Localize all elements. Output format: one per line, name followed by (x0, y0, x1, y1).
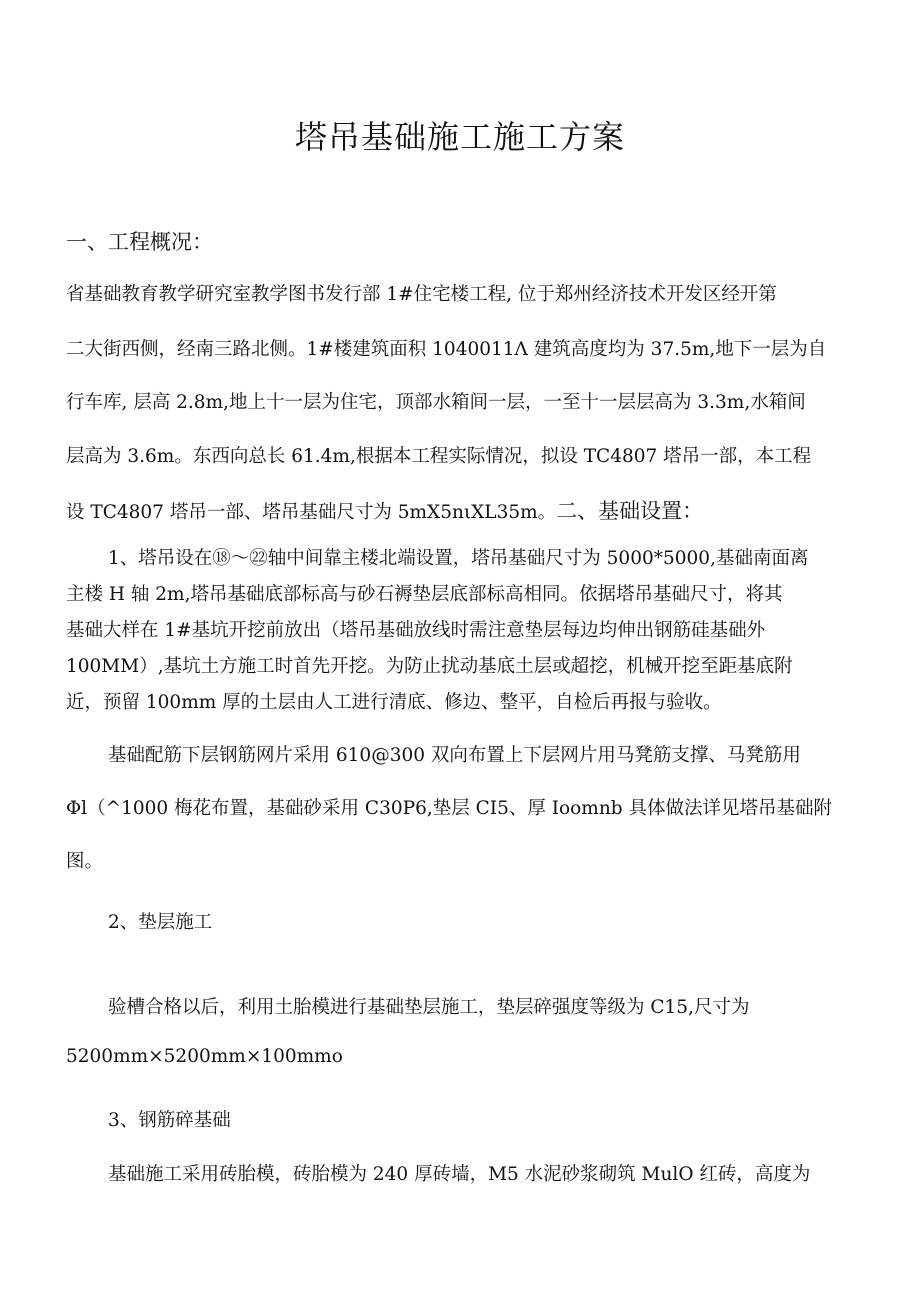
paragraph-line (66, 495, 856, 525)
paragraph-line: 基础大样在 1#基坑开挖前放出（塔吊基础放线时需注意垫层每边均伸出钢筋硅基础外 (66, 620, 766, 641)
paragraph-line: 二大街西侧，经南三路北侧。1#楼建筑面积 1040011Λ 建筑高度均为 37.5m,地下一层为自 (66, 339, 827, 360)
section-heading-overview: 一、工程概况： (66, 230, 213, 254)
subsection-heading-rebar: 3、钢筋碎基础 (108, 1110, 231, 1131)
paragraph-line: 行车库, 层高 2.8m,地上十一层为住宅，顶部水箱间一层，一至十一层层高为 3.3m,水箱间 (66, 392, 806, 413)
paragraph-line: 近，预留 100mm 厚的土层由人工进行清底、修边、整平，自检后再报与验收。 (66, 692, 722, 713)
paragraph-line: 100MM）,基坑土方施工时首先开挖。为防止扰动基底土层或超挖，机械开挖至距基底附 (66, 656, 793, 677)
paragraph-line: 基础配筋下层钢筋网片采用 610@300 双向布置上下层网片用马凳筋支撑、马凳筋用 (108, 745, 801, 766)
paragraph-line: 验槽合格以后，利用土胎模进行基础垫层施工，垫层碎强度等级为 C15,尺寸为 (108, 997, 750, 1018)
paragraph-line: 1、塔吊设在⑱～㉒轴中间靠主楼北端设置，塔吊基础尺寸为 5000*5000,基础南面离 (108, 548, 809, 569)
paragraph-line: 层高为 3.6m。东西向总长 61.4m,根据本工程实际情况，拟设 TC4807 塔吊一部，本工程 (66, 446, 812, 467)
paragraph-line: 图。 (66, 851, 104, 872)
paragraph-text: 设 TC4807 塔吊一部、塔吊基础尺寸为 5mX5nιXL35m。 (66, 502, 557, 523)
document-title: 塔吊基础施工施工方案 (294, 118, 625, 156)
section-heading-foundation: 二、基础设置： (556, 499, 704, 523)
subsection-heading-cushion: 2、垫层施工 (108, 912, 213, 933)
paragraph-line: Φl（^1000 梅花布置，基础砂采用 C30P6,垫层 CI5、厚 Ioomnb 具体做法详见塔吊基础附 (66, 798, 832, 819)
paragraph-line: 主楼 H 轴 2m,塔吊基础底部标高与砂石褥垫层底部标高相同。依据塔吊基础尺寸，将其 (66, 584, 783, 605)
paragraph-line: 省基础教育教学研究室教学图书发行部 1#住宅楼工程, 位于郑州经济技术开发区经开第 (66, 284, 777, 305)
paragraph-line: 5200mm×5200mm×100mmo (66, 1046, 343, 1067)
paragraph-line: 基础施工采用砖胎模，砖胎模为 240 厚砖墙，M5 水泥砂浆砌筑 MulO 红砖，高度为 (108, 1164, 811, 1185)
